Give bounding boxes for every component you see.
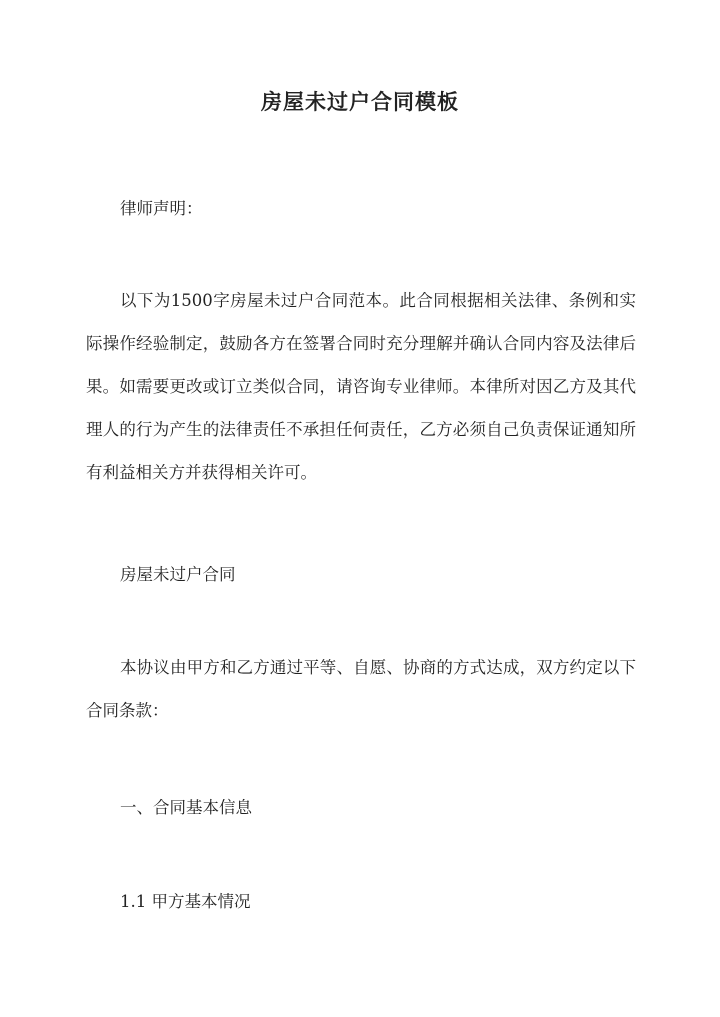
agreement-paragraph: 本协议由甲方和乙方通过平等、自愿、协商的方式达成，双方约定以下合同条款：	[86, 658, 636, 720]
intro-paragraph: 以下为1500字房屋未过户合同范本。此合同根据相关法律、条例和实际操作经验制定，鼓励各方在签署合同时充分理解并确认合同内容及法律后果。如需要更改或订立类似合同，请咨询专业律师。本律所对因乙方及其代理人的行为产生的法律责任不承担任何责任，乙方必须自己负责保证通知所有利益相关方并获得相关许可。	[86, 291, 636, 482]
document-title: 房屋未过户合同模板	[261, 89, 459, 114]
section-1-heading: 一、合同基本信息	[120, 798, 252, 817]
section-1-1-heading: 1.1 甲方基本情况	[120, 892, 251, 911]
contract-name: 房屋未过户合同	[120, 565, 236, 584]
lawyer-statement-label: 律师声明：	[120, 199, 203, 218]
